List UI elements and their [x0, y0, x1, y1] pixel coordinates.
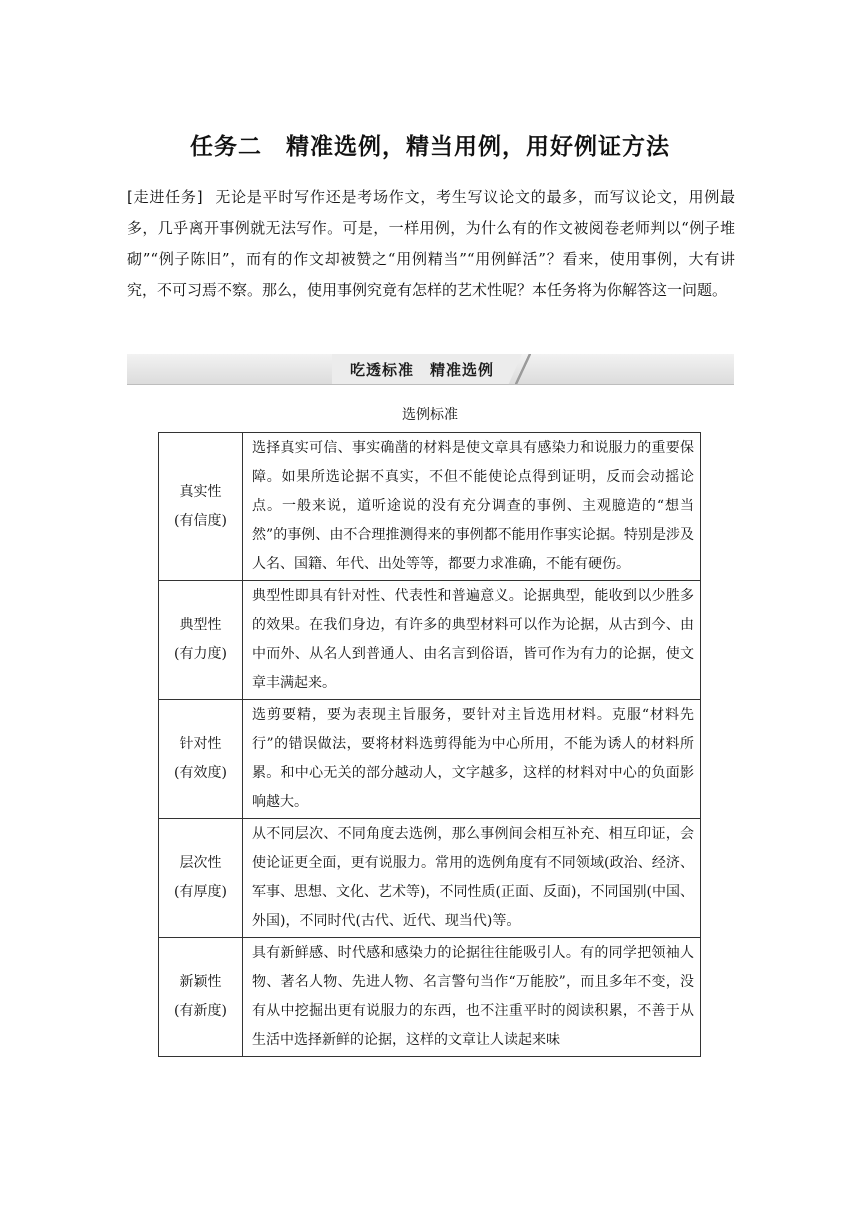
criterion-description: 选剪要精，要为表现主旨服务，要针对主旨选用材料。克服“材料先行”的错误做法，要将材料选剪得能为中心所用，不能为诱人的材料所累。和中心无关的部分越动人，文字越多，这样的材料对中心的负面影响越大。 [243, 700, 701, 819]
intro-paragraph [127, 182, 735, 306]
table-row [159, 581, 701, 700]
criterion-name-cell [159, 581, 243, 700]
criterion-description: 选择真实可信、事实确凿的材料是使文章具有感染力和说服力的重要保障。如果所选论据不真实，不但不能使论点得到证明，反而会动摇论点。一般来说，道听途说的没有充分调查的事例、主观臆造的“想当然”的事例、由不合理推测得来的事例都不能用作事实论据。特别是涉及人名、国籍、年代、出处等等，都要力求准确，不能有硬伤。 [243, 433, 701, 581]
page-title: 任务二 精准选例，精当用例，用好例证方法 [190, 134, 670, 160]
intro-tag: [走进任务] [127, 188, 203, 206]
criterion-sub: (有效度) [174, 765, 227, 781]
criterion-sub: (有新度) [174, 1003, 227, 1019]
criterion-name: 新颖性 [179, 974, 222, 990]
table-row [159, 938, 701, 1057]
table-row [159, 433, 701, 581]
table-row [159, 819, 701, 938]
criterion-name-cell [159, 700, 243, 819]
criterion-description: 典型性即具有针对性、代表性和普遍意义。论据典型，能收到以少胜多的效果。在我们身边，有许多的典型材料可以作为论据，从古到今、由中而外、从名人到普通人、由名言到俗语，皆可作为有力的论据，使文章丰满起来。 [243, 581, 701, 700]
criterion-name-cell [159, 938, 243, 1057]
criterion-description: 具有新鲜感、时代感和感染力的论据往往能吸引人。有的同学把领袖人物、著名人物、先进人物、名言警句当作“万能胶”，而且多年不变，没有从中挖掘出更有说服力的东西，也不注重平时的阅读积累，不善于从生活中选择新鲜的论据，这样的文章让人读起来味 [243, 938, 701, 1057]
criterion-name: 层次性 [179, 855, 222, 871]
section-banner-slash-decoration [515, 354, 531, 384]
criterion-sub: (有力度) [174, 646, 227, 662]
criteria-table [158, 432, 701, 1057]
criterion-name: 针对性 [179, 736, 222, 752]
criterion-sub: (有厚度) [174, 884, 227, 900]
criterion-sub: (有信度) [174, 512, 227, 529]
criterion-name: 典型性 [179, 617, 222, 633]
criterion-name: 真实性 [179, 483, 222, 500]
criterion-description: 从不同层次、不同角度去选例，那么事例间会相互补充、相互印证，会使论证更全面，更有说服力。常用的选例角度有不同领域(政治、经济、军事、思想、文化、艺术等)，不同性质(正面、反面)，不同国别(中国、外国)，不同时代(古代、近代、现当代)等。 [243, 819, 701, 938]
criterion-name-cell [159, 433, 243, 581]
intro-text: 无论是平时写作还是考场作文，考生写议论文的最多，而写议论文，用例最多，几乎离开事例就无法写作。可是，一样用例，为什么有的作文被阅卷老师判以“例子堆砌”“例子陈旧”，而有的作文却被赞之“用例精当”“用例鲜活”？看来，使用事例，大有讲究，不可习焉不察。那么，使用事例究竟有怎样的艺术性呢？本任务将为你解答这一问题。 [127, 188, 735, 299]
table-row [159, 700, 701, 819]
criterion-name-cell [159, 819, 243, 938]
section-banner-label: 吃透标准 精准选例 [350, 361, 495, 379]
section-banner [127, 354, 734, 385]
table-caption: 选例标准 [402, 407, 458, 423]
